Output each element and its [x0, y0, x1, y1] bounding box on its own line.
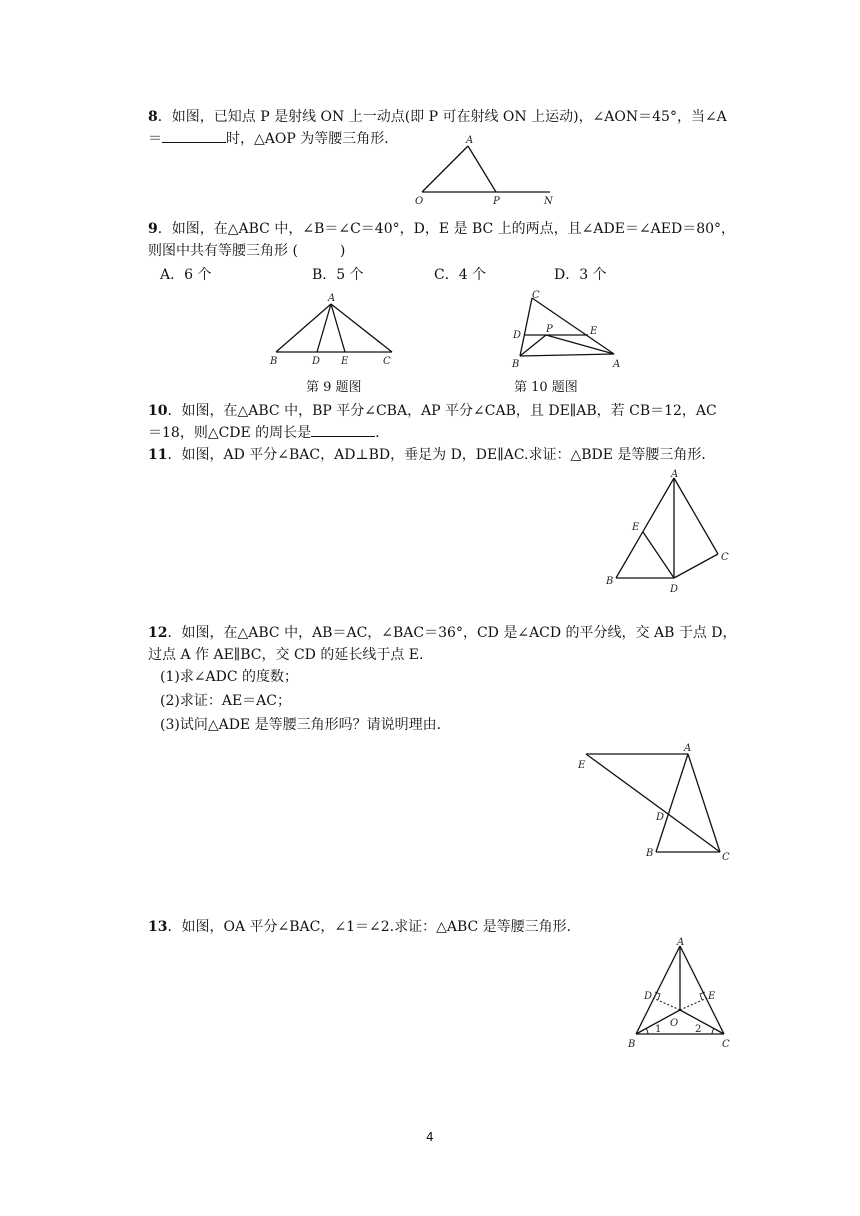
label-O: O [415, 196, 424, 206]
sub-question-3: (3)试问△ADE 是等腰三角形吗？请说明理由． [160, 717, 451, 733]
page-number: 4 [426, 1130, 434, 1144]
question-number: 10 [148, 403, 168, 419]
figure-q8 [410, 134, 560, 206]
label-C: C [722, 852, 730, 863]
question-number: 9 [148, 221, 158, 237]
label-B: B [628, 1039, 636, 1050]
question-13 [148, 916, 758, 938]
question-8: 8．如图，已知点 P 是射线 ON 上一动点(即 P 可在射线 ON 上运动)，∠AON＝45°，当∠A ＝ 时，△AOP 为等腰三角形． [148, 109, 727, 147]
question-9 [148, 218, 758, 262]
label-B: B [606, 576, 614, 587]
label-D: D [670, 584, 679, 595]
option-c[interactable]: C．4 个 [434, 267, 487, 283]
question-10: 10．如图，在△ABC 中，BP 平分∠CBA，AP 平分∠CAB，且 DE∥AB，若 CB＝12，AC ＝18，则△CDE 的周长是 ． [148, 403, 717, 441]
label-D: D [644, 991, 653, 1002]
question-text: 则图中共有等腰三角形 ( ) [148, 243, 346, 259]
question-number: 12 [148, 625, 168, 641]
label-E: E [708, 991, 716, 1002]
label-B: B [512, 359, 520, 370]
answer-blank[interactable] [311, 422, 375, 437]
label-angle-1: 1 [655, 1024, 662, 1035]
question-text: ．如图，在△ABC 中，BP 平分∠CBA，AP 平分∠CAB，且 DE∥AB，若 CB＝12，AC [167, 403, 717, 419]
question-number: 13 [148, 919, 168, 935]
question-text: ．如图，AD 平分∠BAC，AD⊥BD，垂足为 D，DE∥AC.求证：△BDE 是等腰三角形． [167, 447, 716, 463]
label-D: D [656, 812, 665, 823]
question-text: ．如图，OA 平分∠BAC，∠1＝∠2.求证：△ABC 是等腰三角形． [167, 919, 581, 935]
label-P: P [546, 324, 553, 335]
label-A: A [677, 937, 685, 948]
figure-caption-10: 第 10 题图 [514, 380, 578, 395]
label-A: A [328, 293, 336, 304]
label-C: C [722, 1039, 730, 1050]
label-E: E [341, 356, 349, 367]
sub-question-1: (1)求∠ADC 的度数； [160, 669, 299, 685]
label-A: A [671, 469, 679, 480]
question-11 [148, 444, 758, 466]
label-C: C [532, 290, 540, 301]
label-E: E [632, 522, 640, 533]
label-D: D [513, 330, 522, 341]
question-number: 8 [148, 109, 158, 125]
label-C: C [383, 356, 391, 367]
question-number: 11 [148, 447, 168, 463]
question-text: ．如图，在△ABC 中，∠B＝∠C＝40°，D，E 是 BC 上的两点，且∠ADE＝∠AED＝80°， [157, 221, 736, 237]
label-E: E [578, 760, 586, 771]
label-P: P [493, 196, 500, 206]
question-12 [148, 622, 758, 666]
figure-q10 [506, 288, 636, 372]
figure-q9 [264, 290, 404, 372]
option-a[interactable]: A．6 个 [160, 267, 212, 283]
question-text: ．如图，已知点 P 是射线 ON 上一动点(即 P 可在射线 ON 上运动)，∠AON＝45°，当∠A [157, 109, 727, 125]
label-D: D [312, 356, 321, 367]
label-E: E [590, 326, 598, 337]
figure-q13 [622, 936, 738, 1054]
answer-blank[interactable] [162, 128, 226, 143]
figure-q12 [572, 740, 738, 866]
label-C: C [721, 552, 729, 563]
label-N: N [544, 196, 553, 206]
figure-q11 [598, 468, 738, 598]
figure-caption-9: 第 9 题图 [306, 380, 362, 395]
label-angle-2: 2 [695, 1024, 702, 1035]
label-A: A [466, 135, 474, 146]
question-text: ．如图，在△ABC 中，AB＝AC，∠BAC＝36°，CD 是∠ACD 的平分线，交 AB 于点 D， [167, 625, 737, 641]
label-B: B [646, 848, 654, 859]
label-B: B [270, 356, 278, 367]
label-A: A [684, 743, 692, 754]
label-A: A [613, 359, 621, 370]
question-text: 过点 A 作 AE∥BC，交 CD 的延长线于点 E. [148, 647, 424, 663]
label-O: O [670, 1018, 679, 1029]
option-d[interactable]: D．3 个 [554, 267, 607, 283]
sub-question-2: (2)求证：AE＝AC； [160, 693, 291, 709]
option-b[interactable]: B．5 个 [312, 267, 364, 283]
